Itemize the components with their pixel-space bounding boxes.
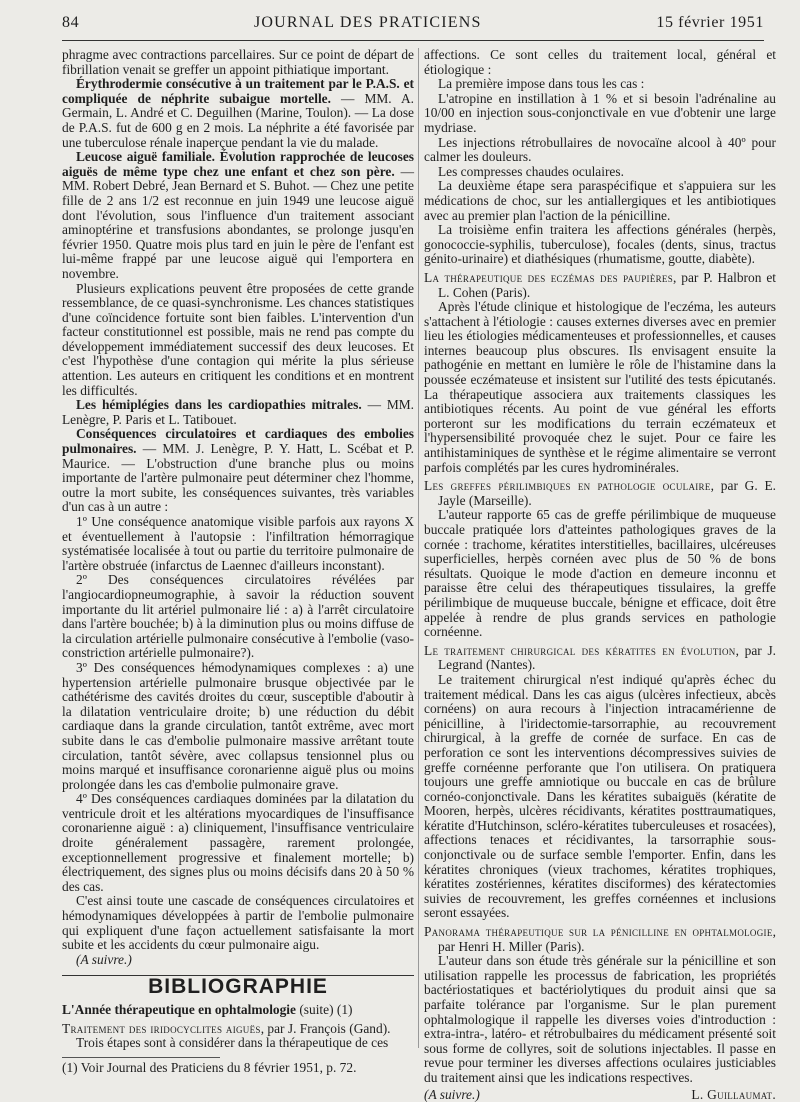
journal-title: JOURNAL DES PRATICIENS bbox=[253, 14, 482, 31]
review-authors: , par J. François (Gand). bbox=[260, 1020, 391, 1036]
abstract-hemiplegies bbox=[62, 398, 414, 427]
page-number: 84 bbox=[62, 14, 80, 31]
abstract-title: Conséquences circulatoires et cardiaques des embolies pulmonaires. bbox=[62, 426, 414, 457]
paragraph: Plusieurs explications peuvent être proposées de cette grande ressemblance, de ce quasi-synchronisme. Les chances statistiques d'une coïncidence fortuite sont bien faibles. L'intervention d'un facteur constitutionnel est possible, mais ne rend pas compte du développement immédiatement successif des deux leucoses. Et c'est l'hypothèse d'une contagion qui mérite la plus sérieuse attention. Les auteurs en critiquent les conditions et en montrent les difficultés. bbox=[62, 280, 414, 398]
paragraph: Les injections rétrobullaires de novocaïne alcool à 40º pour calmer les douleurs. bbox=[424, 134, 776, 165]
paragraph: affections. Ce sont celles du traitement local, général et étiologique : bbox=[424, 47, 776, 77]
signature-line bbox=[424, 1088, 776, 1102]
abstract-body: — MM. A. Germain, L. André et C. Deguilhen (Marine, Toulon). — La dose de P.A.S. fut de 600 g en 2 mois. La néphrite a été favorisée par une tuberculose rénale inaperçue pendant la vie du malade. bbox=[62, 90, 414, 150]
abstract-leucose bbox=[62, 150, 414, 281]
paragraph: Les compresses chaudes oculaires. bbox=[438, 163, 624, 179]
review-title: Les greffes périlimbiques en pathologie oculaire bbox=[424, 478, 711, 494]
bibliography-heading: BIBLIOGRAPHIE bbox=[148, 975, 328, 999]
review-penicilline bbox=[424, 925, 776, 954]
issue-date: 15 février 1951 bbox=[656, 14, 764, 31]
review-authors: , par Henri H. Miller (Paris). bbox=[438, 924, 776, 954]
paragraph: Trois étapes sont à considérer dans la thérapeutique de ces bbox=[76, 1035, 389, 1051]
footnote: (1) Voir Journal des Praticiens du 8 février 1951, p. 72. bbox=[62, 1059, 357, 1075]
review-title: Traitement des iridocyclites aiguës bbox=[62, 1020, 261, 1036]
abstract-title: Leucose aiguë familiale. Évolution rapprochée de leucoses aiguës de même type chez une enfant et chez son père. bbox=[62, 149, 414, 179]
review-iridocyclites bbox=[62, 1022, 414, 1037]
paragraph: L'auteur dans son étude très générale sur la pénicilline et son utilisation rappelle les processus de fabrication, les propriétés bactériostatiques et bactériolytiques du produit ainsi que sa parfaite tolérance par l'organisme. Sur le plan purement ophtalmologique il rappelle les diverses voies d'introduction : extra-intra-, latéro- et rétrobulbaires du médicament présenté soit sous forme de collyres, soit de solutions injectables. Il passe en revue pour terminer les diverses affections oculaires justiciables du traitement ainsi que les indications respectives. bbox=[424, 953, 776, 1085]
paragraph: La première impose dans tous les cas : bbox=[438, 76, 645, 92]
column-divider bbox=[418, 48, 419, 1048]
abstract-body: — MM. J. Lenègre, P. Y. Hatt, L. Scébat et P. Maurice. — L'obstruction d'une branche plus ou moins importante de l'artère pulmonaire peut déterminer chez l'homme, outre la mort subite, les conséquences suivantes, très variables d'un cas à un autre : bbox=[62, 441, 414, 515]
review-authors: , par G. E. Jayle (Marseille). bbox=[438, 478, 777, 508]
abstract-title: Les hémiplégies dans les cardiopathies mitrales. bbox=[76, 397, 362, 413]
series-title: L'Année thérapeutique en ophtalmologie (suite) (1) bbox=[62, 1002, 353, 1017]
paragraph: La troisième enfin traitera les affections générales (herpès, gonococcie-syphilis, tuberculose), focales (dents, sinus, tractus génito-urinaire) et diathésiques (rhumatisme, goutte, diabète). bbox=[424, 222, 776, 267]
review-title: Le traitement chirurgical des kératites en évolution bbox=[424, 642, 736, 658]
abstract-erythrodermie bbox=[62, 77, 414, 150]
list-item: 1º Une conséquence anatomique visible parfois aux rayons X et éventuellement à l'autopsie : l'infiltration hémorragique systématisée localisée à tout ou partie du territoire pulmonaire de l'artère obstruée (infarctus de Laennec d'ailleurs inconstant). bbox=[62, 514, 414, 573]
paragraph: La deuxième étape sera paraspécifique et s'appuiera sur les médications de choc, sur les antiallergiques et les antibiotiques avec au premier plan l'action de la pénicilline. bbox=[424, 178, 776, 223]
list-item: 4º Des conséquences cardiaques dominées par la dilatation du ventricule droit et les altérations myocardiques de l'insuffisance coronarienne aiguë : a) cliniquement, l'insuffisance ventriculaire droite généralement passagère, rarement prolongée, exceptionnellement progressive et finalement mortelle; b) électriquement, des signes plus ou moins décisifs dans 20 à 50 % des cas. bbox=[62, 791, 414, 894]
list-item: 3º Des conséquences hémodynamiques complexes : a) une hypertension artérielle pulmonaire brusque objectivée par le cathétérisme des cavités droites du cœur, susceptible d'aboutir à la dilatation ventriculaire droite; b) une réduction du débit cardiaque dans la grande circulation, tantôt extrême, avec mort subite dans le cas d'embolie pulmonaire massive arrêtant toute circulation, tantôt sévère, avec collapsus tensionnel plus ou moins marqué et insuffisance coronarienne aiguë plus ou moins prolongée dans les cas d'embolie pulmonaire grave. bbox=[62, 659, 414, 792]
review-authors: , par J. Legrand (Nantes). bbox=[438, 642, 777, 673]
to-be-continued: (A suivre.) bbox=[424, 1086, 480, 1102]
review-greffes bbox=[424, 479, 776, 508]
left-column bbox=[62, 47, 415, 1075]
footnote-rule bbox=[62, 1057, 220, 1058]
review-title: La thérapeutique des eczémas des paupières bbox=[424, 269, 674, 285]
abstract-body: — MM. Lenègre, P. Paris et L. Tatibouet. bbox=[62, 397, 415, 427]
author-signature: L. Guillaumat. bbox=[691, 1086, 776, 1102]
paragraph: L'auteur rapporte 65 cas de greffe périlimbique de muqueuse buccale pratiquée lors d'atteintes pathologiques graves de la cornée : trachome, kératites interstitielles, bacillaires, ulcéreuses superficielles, herpès cornéen avec plus de 50 % de bons résultats. Quoique le mode d'action en demeure inconnu et paraisse être celui des thérapeutiques tissulaires, la greffe périlimbique de muqueuse buccale, bénigne et efficace, doit être appelée à rendre de plus grands services en pathologie cornéenne. bbox=[424, 507, 776, 640]
review-keratites bbox=[424, 644, 776, 673]
review-title: Panorama thérapeutique sur la pénicilline en ophtalmologie bbox=[424, 924, 773, 940]
review-authors: , par P. Halbron et L. Cohen (Paris). bbox=[438, 269, 776, 300]
paragraph: Après l'étude clinique et histologique de l'eczéma, les auteurs s'attachent à l'étiologie : causes externes diverses avec en premier lieu les étiologies médicamenteuses et professionnelles, et causes internes beaucoup plus obscures. Ils envisagent ensuite la pathogénie en mettant en lumière le rôle de l'histamine dans la poussée eczémateuse et insistent sur l'utilité des tests épicutanés. La thérapeutique associera aux traitements classiques les antibiotiques récents. Au point de vue général les efforts porteront sur les modifications du terrain eczémateux et l'hypersensibilité provoquée chez le sujet. Pour ce faire les antihistaminiques de synthèse et le régime alimentaire se verront parfois complétés par les cures hydrominérales. bbox=[424, 299, 776, 475]
abstract-title: Érythrodermie consécutive à un traitement par le P.A.S. et compliquée de néphrite subaigue mortelle. bbox=[62, 76, 414, 106]
paragraph: L'atropine en instillation à 1 % et si besoin l'adrénaline au 10/00 en injection sous-conjonctivale en vue d'obtenir une large mydriase. bbox=[424, 90, 776, 135]
paragraph: Le traitement chirurgical n'est indiqué qu'après échec du traitement médical. Dans les cas aigus (ulcères infectieux, abcès cornéens) on aura recours à l'injection intracamérienne de pénicilline, à l'iridectomie-tarsorraphie, au recouvrement chirurgical, à la greffe de cornée de surface. En cas de perforation ce sont les interventions décompressives suivies de greffe cornéenne perforante que l'on utilisera. On pratiquera toujours une greffe amniotique ou buccale en cas de brûlure cornéo-conjonctivale. Dans les kératites subaiguës (kératite de Mooren, herpès, ulcères récidivants, kératites posttraumatiques, kératite d'Hutchinson, scléro-kératites tuberculeuses et rosacées), affections tenaces et récidivantes, la tarsorraphie sous-conjonctivale ou de surface semble l'emporter. Enfin, dans les kératites chroniques (vieux trachomes, kératites trophiques, kératites zostériennes, kératites disciformes) des kératectomies suivies de recouvrement, les greffes cornéennes et inclusions seront essayées. bbox=[424, 671, 776, 921]
paragraph: C'est ainsi toute une cascade de conséquences circulatoires et hémodynamiques développées à partir de l'embolie pulmonaire qui expliquent d'une façon actuellement satisfaisante la mort subite et les accidents du cœur pulmonaire aigu. bbox=[62, 893, 414, 953]
list-item: 2º Des conséquences circulatoires révélées par l'angiocardiopneumographie, à savoir la réduction souvent importante du lit artériel pulmonaire lié : a) à l'arrêt circulatoire dans l'artère bouchée; b) à la diminution plus ou moins diffuse de la circulation artérielle pulmonaire consécutive à l'embolie (vaso-constriction artérielle pulmonaire?). bbox=[62, 572, 414, 661]
review-eczemas bbox=[424, 271, 776, 300]
abstract-body: — MM. Robert Debré, Jean Bernard et S. Buhot. — Chez une petite fille de 2 ans 1/2 est reconnue en juin 1949 une leucose aiguë dont l'évolution, sous l'influence d'un traitement associant aminoptérine et transfusions abondantes, se prolonge jusqu'en février 1950. Quatre mois plus tard en juin le père de l'enfant est lui-même frappé par une leucose aiguë qui l'emportera en novembre. bbox=[62, 163, 414, 281]
to-be-continued: (A suivre.) bbox=[76, 951, 132, 967]
page-header bbox=[62, 14, 764, 38]
header-rule bbox=[62, 40, 764, 41]
paragraph: phragme avec contractions parcellaires. Sur ce point de départ de fibrillation venait se greffer un appoint pithiatique important. bbox=[62, 47, 414, 77]
abstract-embolies bbox=[62, 427, 414, 515]
right-column bbox=[424, 47, 777, 1102]
